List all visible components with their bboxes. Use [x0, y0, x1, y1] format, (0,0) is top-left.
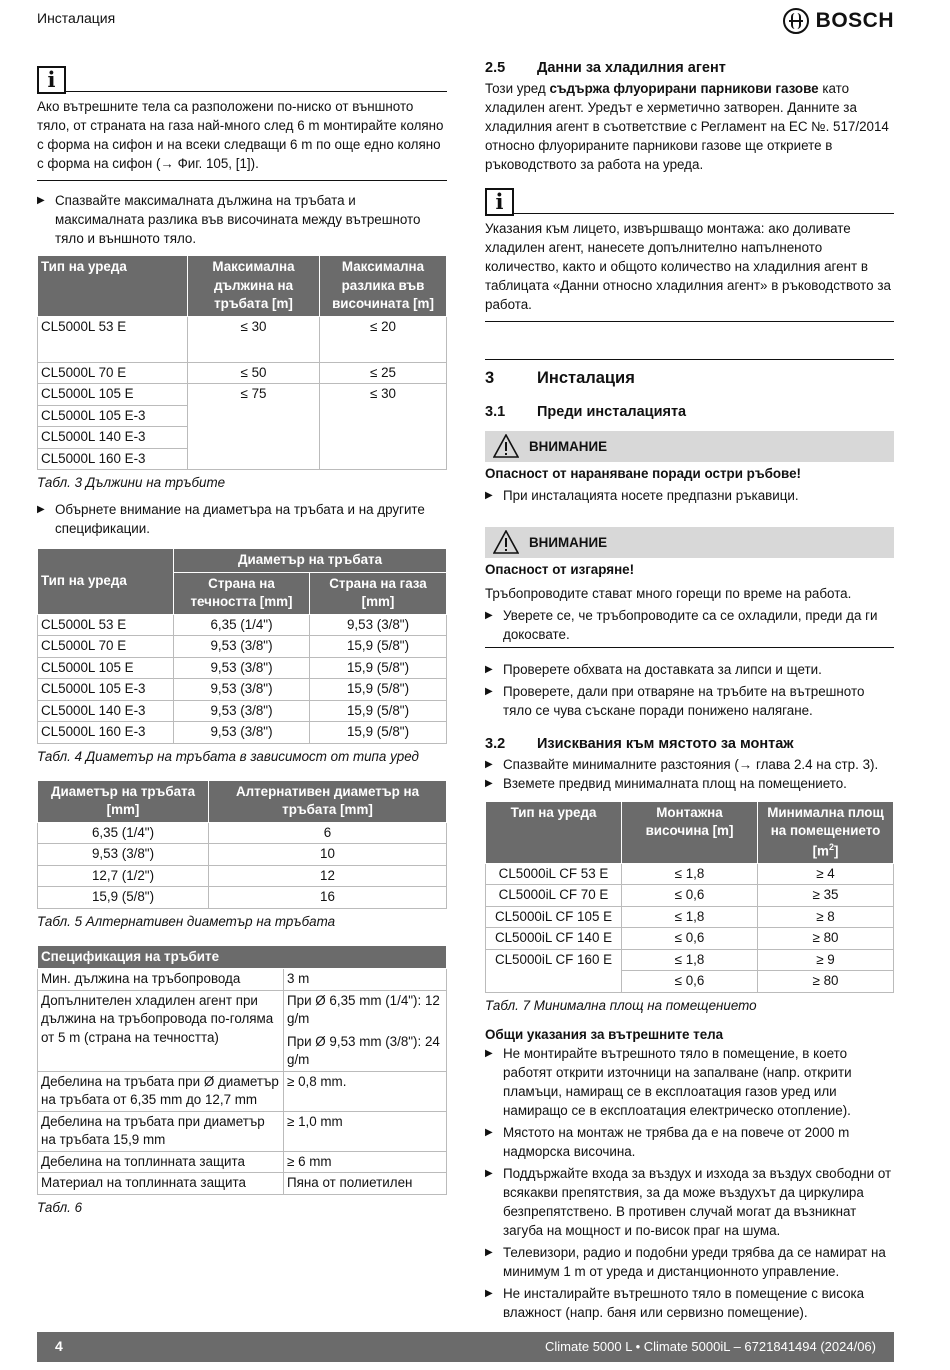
info-note-text: Ако вътрешните тела са разположени по-ниско от външното тяло, от страната на газа най-много след 6 m монтирайте коляно с форма на сифон и на всеки следващи 6 m по още едно коляно с форма на сифон (→ Фиг. 105, [1]).	[37, 97, 447, 181]
section-heading: 2.5 Данни за хладилния агент	[485, 60, 726, 76]
chapter-heading: 3 Инсталация	[485, 368, 635, 387]
section-heading: 3.1 Преди инсталацията	[485, 404, 687, 421]
subheading: Общи указания за вътрешните тела	[485, 1026, 724, 1042]
paragraph: Тръбопроводите стават много горещи по време на работа.	[485, 585, 852, 601]
warning-banner: ВНИМАНИЕ	[485, 431, 894, 462]
table-caption: Табл. 7 Минимална площ на помещението	[485, 997, 757, 1013]
warning-title: Опасност от изгаряне!	[485, 561, 635, 577]
section-heading: 3.2 Изисквания към мястото за монтаж	[485, 736, 794, 753]
table-row: Дебелина на топлинната защита ≥ 6 mm	[38, 1151, 447, 1173]
paragraph: Този уред съдържа флуорирани парникови газове като хладилен агент. Уредът е херметично затворен. Данните за хладилния агент в съответствие с Регламент на ЕС №. 517/2014 относно флуорираните парникови газове ще откриете в ръководството за работа на уреда.	[485, 80, 889, 172]
list-item: ▶ Проверете, дали при отваряне на тръбите на вътрешното тяло се чува съскане поради понижено налягане.	[485, 682, 894, 720]
table-header: Максимална разлика във височината [m]	[320, 256, 447, 317]
bullet-arrow-icon: ▶	[485, 686, 493, 698]
table-row: Мин. дължина на тръбопровода 3 m	[38, 969, 447, 991]
list-item: ▶ Не монтирайте вътрешното тяло в помещение, в което работят открити източници на запалване (напр. открити пламъци, намиращ се в експлоатация газов уред или намиращо се в експлоатация електрическо отопление).	[485, 1044, 894, 1120]
table-row: Дебелина на тръбата при диаметър на тръбата 15,9 mm ≥ 1,0 mm	[38, 1111, 447, 1151]
table-header: Спецификация на тръбите	[38, 945, 447, 969]
bullet-arrow-icon: ▶	[485, 489, 493, 501]
list-item: ▶ Не инсталирайте вътрешното тяло в помещение с висока влажност (напр. баня или сервизно помещение).	[485, 1284, 894, 1322]
table-header: Тип на уреда	[38, 256, 188, 317]
table-row: CL5000L 160 E-3	[38, 448, 447, 470]
list-item-text: Обърнете внимание на диаметъра на тръбата и на другите спецификации.	[55, 502, 425, 537]
list-item: ▶ Уверете се, че тръбопроводите са се охладили, преди да ги докосвате.	[485, 606, 894, 644]
table-row: CL5000L 53 E 6,35 (1/4") 9,53 (3/8")	[38, 614, 447, 636]
table-row: CL5000iL CF 140 E ≤ 0,6 ≥ 80	[486, 928, 894, 950]
table-row: CL5000L 70 E ≤ 50 ≤ 25	[38, 362, 447, 384]
table-header: Максимална дължина на тръбата [m]	[188, 256, 320, 317]
list-item: ▶ Телевизори, радио и подобни уреди трябва да се намират на минимум 1 m от уреда и дистанционното управление.	[485, 1243, 894, 1281]
info-note-header	[37, 66, 447, 94]
bullet-arrow-icon: ▶	[485, 1247, 493, 1259]
bosch-logo	[783, 6, 894, 36]
table-row: CL5000iL CF 105 E ≤ 1,8 ≥ 8	[486, 906, 894, 928]
page-number: 4	[55, 1338, 63, 1355]
table-caption: Табл. 3 Дължини на тръбите	[37, 475, 226, 491]
table-minimum-room-area	[485, 801, 894, 993]
table-row: CL5000L 105 E 9,53 (3/8") 15,9 (5/8")	[38, 657, 447, 679]
list-item: ▶ Поддържайте входа за въздух и изхода за въздух свободни от всякакви препятствия, за да може въздухът да циркулира безпрепятствено. В противен случай могат да възникнат загуба на мощност и по-висок праг на шума.	[485, 1164, 894, 1240]
table-header: Диаметър на тръбата	[174, 549, 447, 573]
brand-name: BOSCH	[815, 9, 894, 32]
list-item: ▶ Спазвайте минималните разстояния (→ глава 2.4 на стр. 3).	[485, 755, 894, 774]
bullet-arrow-icon: ▶	[485, 777, 493, 789]
left-column	[37, 58, 447, 1217]
bullet-arrow-icon: ▶	[485, 664, 493, 676]
header-section-title: Инсталация	[37, 10, 116, 26]
table-pipe-lengths	[37, 255, 447, 470]
bullet-arrow-icon: ▶	[485, 758, 493, 770]
table-caption: Табл. 6	[37, 1199, 83, 1215]
list-item-text: Спазвайте максималната дължина на тръбата и максималната разлика във височината между вътрешното тяло и външното тяло.	[55, 193, 421, 247]
table-row: Материал на топлинната защита Пяна от полиетилен	[38, 1173, 447, 1195]
warning-triangle-icon	[493, 530, 519, 554]
bosch-armature-icon	[783, 8, 809, 34]
info-icon: i	[485, 188, 514, 216]
table-row: Дебелина на тръбата при Ø диаметър на тръбата от 6,35 mm до 12,7 mm ≥ 0,8 mm.	[38, 1071, 447, 1111]
table-row: Допълнителен хладилен агент при дължина на тръбопровода по-голяма от 5 m (страна на течността) При Ø 6,35 mm (1/4"): 12 g/m При Ø 9,53 mm (3/8"): 24 g/m	[38, 990, 447, 1071]
warning-triangle-icon	[493, 434, 519, 458]
bullet-arrow-icon: ▶	[485, 610, 493, 622]
list-item	[37, 500, 447, 538]
table-row: 9,53 (3/8") 10	[38, 844, 447, 866]
table-header: Страна на течността [mm]	[174, 572, 310, 614]
table-row: CL5000L 105 E ≤ 75 ≤ 30	[38, 384, 447, 406]
table-header: Минимална площ на помещението $[m^2]$	[758, 801, 894, 863]
table-header: Диаметър на тръбата [mm]	[38, 780, 209, 822]
info-note-text: Указания към лицето, извършващо монтажа: ако доливате хладилен агент, нанесете допълнително напълненото количество, както и общото количество на хладилния агент в таблицата «Данни относно хладилния агент» в ръководството за работа.	[485, 219, 894, 322]
bullet-arrow-icon: ▶	[485, 1288, 493, 1300]
table-row: CL5000L 70 E 9,53 (3/8") 15,9 (5/8")	[38, 636, 447, 658]
table-header: Тип на уреда	[486, 801, 622, 863]
table-header: Страна на газа [mm]	[310, 572, 447, 614]
list-item: ▶ Вземете предвид минималната площ на помещението.	[485, 774, 894, 793]
list-item: ▶ При инсталацията носете предпазни ръкавици.	[485, 486, 894, 505]
table-header: Тип на уреда	[38, 549, 174, 615]
table-row: 15,9 (5/8") 16	[38, 887, 447, 909]
warning-banner: ВНИМАНИЕ	[485, 527, 894, 558]
table-row: ≤ 0,6 ≥ 80	[486, 971, 894, 993]
list-item: ▶ Проверете обхвата на доставката за липси и щети.	[485, 660, 894, 679]
bullet-arrow-icon: ▶	[37, 195, 45, 207]
table-caption: Табл. 4 Диаметър на тръбата в зависимост от типа уред	[37, 748, 419, 764]
table-row: CL5000L 140 E-3	[38, 427, 447, 449]
warning-title: Опасност от нараняване поради остри ръбове!	[485, 465, 801, 481]
table-row: CL5000iL CF 160 E ≤ 1,8 ≥ 9	[486, 949, 894, 971]
table-header: Алтернативен диаметър на тръбата [mm]	[209, 780, 447, 822]
table-row: CL5000L 105 E-3	[38, 405, 447, 427]
table-pipe-specification	[37, 945, 447, 1195]
table-row: 12,7 (1/2") 12	[38, 865, 447, 887]
table-row: CL5000iL CF 53 E ≤ 1,8 ≥ 4	[486, 863, 894, 885]
table-row: 6,35 (1/4") 6	[38, 822, 447, 844]
footer-document-id: Climate 5000 L • Climate 5000iL – 6721841494 (2024/06)	[545, 1338, 876, 1354]
table-header: Монтажна височина [m]	[622, 801, 758, 863]
table-row: CL5000L 105 E-3 9,53 (3/8") 15,9 (5/8")	[38, 679, 447, 701]
list-item: ▶ Мястото на монтаж не трябва да е на повече от 2000 m надморска височина.	[485, 1123, 894, 1161]
bullet-arrow-icon: ▶	[485, 1126, 493, 1138]
table-pipe-diameter	[37, 548, 447, 744]
page-footer	[37, 1332, 894, 1362]
info-note-header	[485, 188, 894, 216]
table-row: CL5000iL CF 70 E ≤ 0,6 ≥ 35	[486, 885, 894, 907]
table-row: CL5000L 53 E ≤ 30 ≤ 20	[38, 316, 447, 362]
table-row: CL5000L 160 E-3 9,53 (3/8") 15,9 (5/8")	[38, 722, 447, 744]
list-item	[37, 191, 447, 248]
table-caption: Табл. 5 Алтернативен диаметър на тръбата	[37, 913, 336, 929]
table-alternative-diameter	[37, 780, 447, 909]
info-icon: i	[37, 66, 66, 94]
bullet-arrow-icon: ▶	[37, 504, 45, 516]
right-column	[485, 58, 894, 1322]
bullet-arrow-icon: ▶	[485, 1168, 493, 1180]
bullet-arrow-icon: ▶	[485, 1047, 493, 1059]
table-row: CL5000L 140 E-3 9,53 (3/8") 15,9 (5/8")	[38, 700, 447, 722]
